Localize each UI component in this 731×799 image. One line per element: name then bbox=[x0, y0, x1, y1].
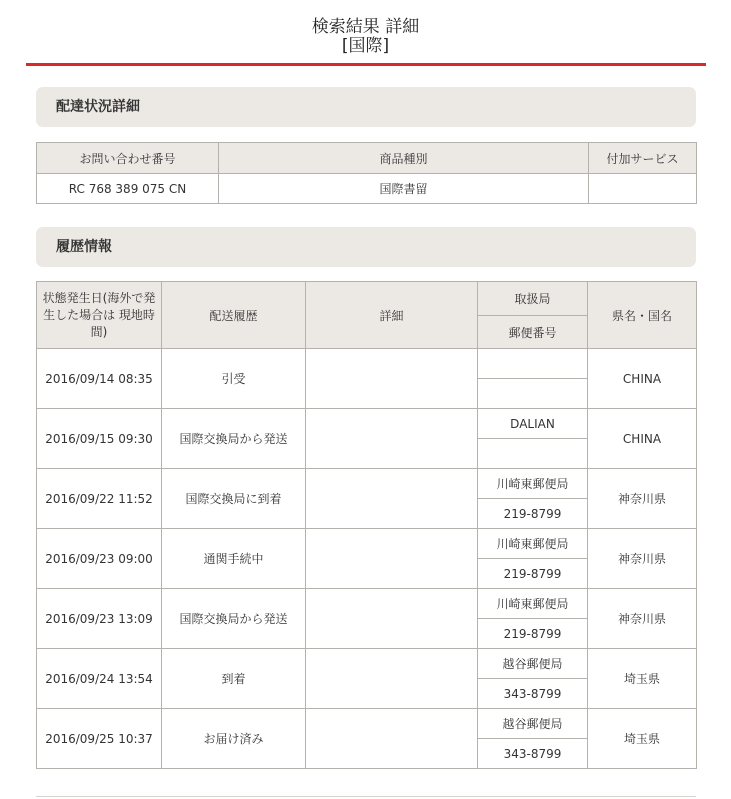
delivery-status-table bbox=[36, 142, 697, 204]
header-office: 取扱局 bbox=[478, 282, 588, 316]
row-office: 川崎東郵便局 bbox=[478, 469, 588, 499]
row-date: 2016/09/22 11:52 bbox=[37, 469, 162, 529]
row-status: 通関手続中 bbox=[162, 529, 306, 589]
history-heading: 履歴情報 bbox=[36, 227, 696, 267]
item-type: 国際書留 bbox=[219, 174, 589, 204]
table-row bbox=[37, 649, 697, 679]
row-region: 埼玉県 bbox=[588, 709, 697, 769]
row-region: 神奈川県 bbox=[588, 529, 697, 589]
row-detail bbox=[306, 469, 478, 529]
header-status: 配送履歴 bbox=[162, 282, 306, 349]
header-additional-service: 付加サービス bbox=[589, 143, 697, 174]
row-date: 2016/09/15 09:30 bbox=[37, 409, 162, 469]
table-row bbox=[37, 349, 697, 379]
table-row bbox=[37, 174, 697, 204]
row-postcode: 343-8799 bbox=[478, 679, 588, 709]
row-date: 2016/09/23 13:09 bbox=[37, 589, 162, 649]
row-detail bbox=[306, 409, 478, 469]
row-postcode: 343-8799 bbox=[478, 739, 588, 769]
row-status: 到着 bbox=[162, 649, 306, 709]
row-office bbox=[478, 349, 588, 379]
row-status: 引受 bbox=[162, 349, 306, 409]
tracking-number: RC 768 389 075 CN bbox=[37, 174, 219, 204]
row-postcode: 219-8799 bbox=[478, 499, 588, 529]
table-row bbox=[37, 529, 697, 559]
delivery-status-heading: 配達状況詳細 bbox=[36, 87, 696, 127]
row-status: お届け済み bbox=[162, 709, 306, 769]
title-divider bbox=[26, 63, 706, 66]
row-postcode bbox=[478, 379, 588, 409]
header-date: 状態発生日(海外で発生した場合は 現地時間) bbox=[37, 282, 162, 349]
row-date: 2016/09/24 13:54 bbox=[37, 649, 162, 709]
row-date: 2016/09/23 09:00 bbox=[37, 529, 162, 589]
footer-divider bbox=[36, 796, 696, 797]
header-detail: 詳細 bbox=[306, 282, 478, 349]
table-row bbox=[37, 409, 697, 439]
row-office: 越谷郵便局 bbox=[478, 649, 588, 679]
row-detail bbox=[306, 589, 478, 649]
row-date: 2016/09/14 08:35 bbox=[37, 349, 162, 409]
row-detail bbox=[306, 649, 478, 709]
row-office: 川崎東郵便局 bbox=[478, 529, 588, 559]
additional-service bbox=[589, 174, 697, 204]
row-office: DALIAN bbox=[478, 409, 588, 439]
table-row bbox=[37, 709, 697, 739]
row-region: 埼玉県 bbox=[588, 649, 697, 709]
row-region: CHINA bbox=[588, 349, 697, 409]
page-title-category: [国際] bbox=[341, 36, 390, 56]
row-status: 国際交換局から発送 bbox=[162, 589, 306, 649]
row-office: 川崎東郵便局 bbox=[478, 589, 588, 619]
page-title bbox=[0, 18, 731, 56]
row-date: 2016/09/25 10:37 bbox=[37, 709, 162, 769]
history-table bbox=[36, 281, 697, 769]
table-row bbox=[37, 469, 697, 499]
row-office: 越谷郵便局 bbox=[478, 709, 588, 739]
row-status: 国際交換局から発送 bbox=[162, 409, 306, 469]
row-postcode: 219-8799 bbox=[478, 619, 588, 649]
table-row bbox=[37, 589, 697, 619]
row-detail bbox=[306, 349, 478, 409]
header-region: 県名・国名 bbox=[588, 282, 697, 349]
row-postcode: 219-8799 bbox=[478, 559, 588, 589]
row-postcode bbox=[478, 439, 588, 469]
row-region: CHINA bbox=[588, 409, 697, 469]
row-status: 国際交換局に到着 bbox=[162, 469, 306, 529]
header-item-type: 商品種別 bbox=[219, 143, 589, 174]
page-title-main: 検索結果 詳細 bbox=[311, 17, 420, 37]
header-postcode: 郵便番号 bbox=[478, 316, 588, 349]
row-detail bbox=[306, 709, 478, 769]
row-region: 神奈川県 bbox=[588, 589, 697, 649]
row-detail bbox=[306, 529, 478, 589]
header-tracking-number: お問い合わせ番号 bbox=[37, 143, 219, 174]
row-region: 神奈川県 bbox=[588, 469, 697, 529]
